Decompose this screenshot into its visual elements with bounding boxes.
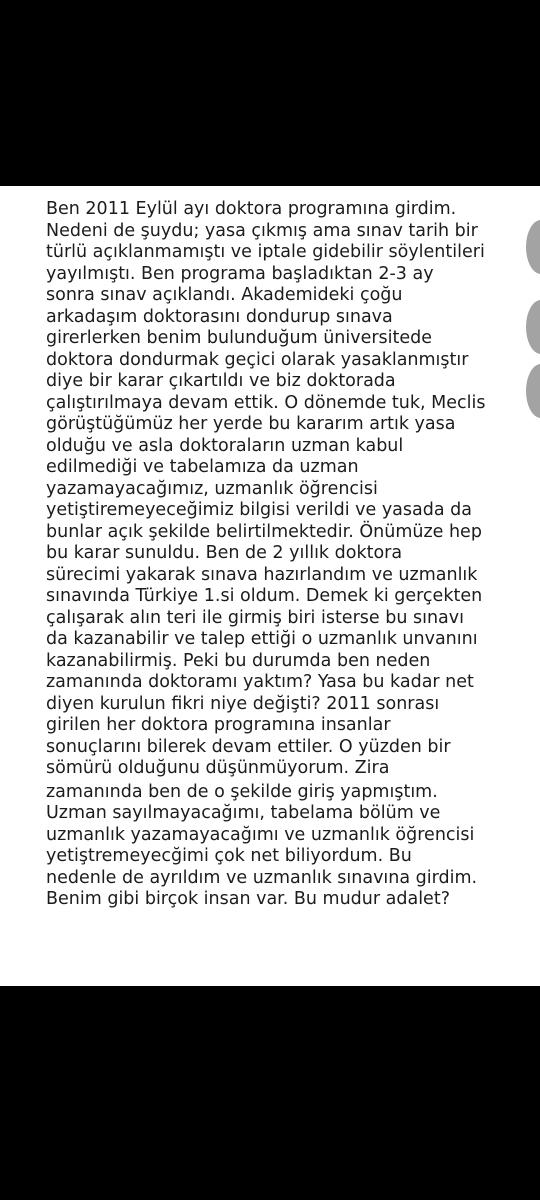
text-line: sonra sınav açıklandı. Akademideki çoğu: [46, 285, 403, 305]
text-line: yazamayacağımız, uzmanlık öğrencisi: [46, 478, 378, 499]
text-line: girerlerken benim bulunduğum üniversitede: [46, 328, 433, 348]
text-line: yayılmıştı. Ben programa başladıktan 2-3 ay: [46, 263, 434, 284]
text-line: olduğu ve asla doktoraların uzman kabul: [46, 435, 404, 456]
text-line: girilen her doktora programına insanlar: [46, 715, 391, 735]
text-line: uzmanlık yazamayacağımı ve uzmanlık öğrencisi: [46, 824, 475, 845]
text-line: diyen kurulun fikri niye değişti? 2011 sonrası: [46, 693, 440, 714]
text-line: Uzman sayılmayacağımı, tabelama bölüm ve: [46, 803, 441, 823]
text-line: zamanında doktoramı yaktım? Yasa bu kadar net: [46, 672, 474, 692]
side-floating-button[interactable]: [526, 364, 540, 418]
text-line: sonuçlarını bilerek devam ettiler. O yüzden bir: [46, 736, 451, 757]
side-floating-button[interactable]: [526, 220, 540, 274]
text-line: çalışarak alın teri ile girmiş biri isterse bu sınavı: [46, 607, 464, 628]
text-line: nedenle de ayrıldım ve uzmanlık sınavına girdim.: [46, 867, 478, 888]
text-line: yetiştremeyecğimi çok net biliyordum. Bu: [46, 846, 412, 866]
text-line: arkadaşım doktorasını dondurup sınava: [46, 306, 393, 327]
text-line: Ben 2011 Eylül ayı doktora programına girdim.: [46, 199, 457, 219]
text-line: kazanabilirmiş. Peki bu durumda ben neden: [46, 650, 431, 671]
text-line: diye bir karar çıkartıldı ve biz doktorada: [46, 371, 396, 391]
text-line: sınavında Türkiye 1.si oldum. Demek ki gerçekten: [46, 586, 483, 606]
text-line: da kazanabilir ve talep ettiği o uzmanlık unvanını: [46, 629, 478, 649]
text-line: türlü açıklanmamıştı ve iptale gidebilir söylentileri: [46, 242, 485, 262]
post-text: [46, 199, 516, 911]
text-line: çalıştırılmaya devam ettik. O dönemde tuk, Meclis: [46, 392, 486, 413]
screenshot-image: [0, 186, 540, 986]
text-line: sömürü olduğunu düşünmüyorum. Zira: [46, 758, 390, 778]
text-line: yetiştiremeyeceğimiz bilgisi verildi ve yasada da: [46, 500, 472, 520]
text-line: edilmediği ve tabelamıza da uzman: [46, 457, 359, 477]
text-line: bunlar açık şekilde belirtilmektedir. Önümüze hep: [46, 521, 482, 542]
text-line: zamanında ben de o şekilde giriş yapmıştım.: [46, 781, 438, 802]
text-line: sürecimi yakarak sınava hazırlandım ve uzmanlık: [46, 564, 478, 585]
text-line: Nedeni de şuydu; yasa çıkmış ama sınav tarih bir: [46, 220, 478, 241]
text-line: görüştüğümüz her yerde bu kararım artık yasa: [46, 414, 456, 434]
text-line: Benim gibi birçok insan var. Bu mudur adalet?: [46, 889, 450, 909]
side-floating-button[interactable]: [526, 300, 540, 354]
text-line: bu karar sunuldu. Ben de 2 yıllık doktora: [46, 543, 403, 563]
text-line: doktora dondurmak geçici olarak yasaklanmıştır: [46, 349, 469, 370]
